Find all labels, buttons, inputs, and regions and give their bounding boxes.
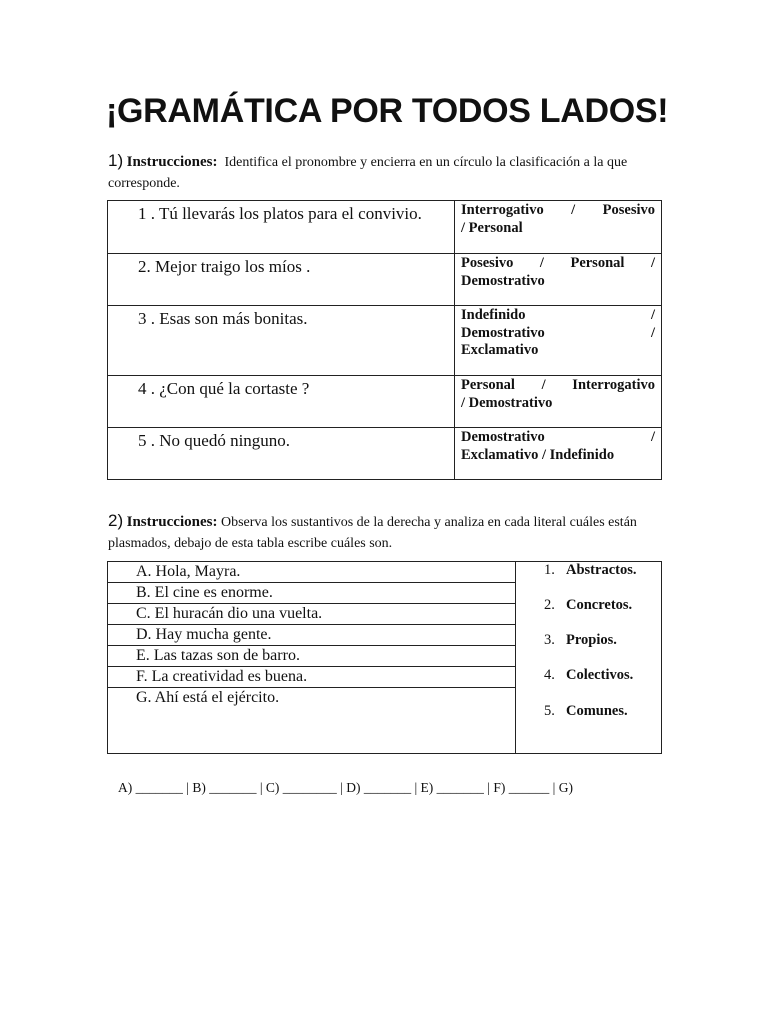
- instructions-label: Instrucciones: [126, 514, 213, 530]
- table-row: [108, 201, 662, 254]
- category-number: 1.: [544, 562, 555, 578]
- category-item: [544, 562, 636, 579]
- options-cell[interactable]: [455, 376, 662, 428]
- table-row: [108, 376, 662, 428]
- section-number: 1): [108, 151, 124, 170]
- option-line: Demostrativo: [461, 272, 545, 289]
- table-row: [108, 428, 662, 480]
- options-cell[interactable]: [455, 254, 662, 306]
- instructions-1: [108, 150, 664, 194]
- category-label: Concretos.: [566, 597, 633, 613]
- sentence-row: F. La creatividad es buena.: [108, 667, 515, 688]
- options-cell[interactable]: [455, 201, 662, 254]
- option-line: / Demostrativo: [461, 394, 553, 411]
- instructions-label: Instrucciones: [126, 154, 213, 170]
- option-line: Demostrativo /: [461, 429, 655, 445]
- table-row: [108, 306, 662, 376]
- option-line: Personal / Interrogativo: [461, 377, 655, 393]
- option-line: Exclamativo: [461, 342, 539, 358]
- option-line: Exclamativo / Indefinido: [461, 446, 615, 463]
- page-title: ¡GRAMÁTICA POR TODOS LADOS!: [106, 92, 669, 130]
- category-label: Abstractos.: [566, 562, 637, 578]
- sentence-cell: 4 . ¿Con qué la cortaste ?: [108, 376, 455, 428]
- category-number: 5.: [544, 703, 555, 719]
- category-label: Colectivos.: [566, 667, 634, 683]
- instructions-colon: :: [212, 154, 218, 170]
- options-cell[interactable]: [455, 428, 662, 480]
- category-item: [544, 632, 617, 649]
- category-number: 2.: [544, 597, 555, 613]
- sentences-column: [108, 562, 516, 753]
- instructions-text: Observa los sustantivos de la derecha y analiza en cada literal cuáles están plasmados, debajo de esta tabla escribe cuáles son.: [108, 515, 637, 551]
- option-line: Demostrativo /: [461, 324, 655, 341]
- category-label: Propios.: [566, 632, 617, 648]
- sentence-row: E. Las tazas son de barro.: [108, 646, 515, 667]
- categories-column: [516, 562, 661, 753]
- sentence-cell: 1 . Tú llevarás los platos para el convivio.: [108, 201, 455, 254]
- sentence-row: B. El cine es enorme.: [108, 583, 515, 604]
- section-number: 2): [108, 511, 124, 530]
- sentence-row: G. Ahí está el ejército.: [136, 689, 280, 706]
- sentence-cell: 3 . Esas son más bonitas.: [108, 306, 455, 376]
- instructions-colon: :: [212, 514, 218, 530]
- category-number: 4.: [544, 667, 555, 683]
- category-number: 3.: [544, 632, 555, 648]
- table-row: [108, 254, 662, 306]
- pronoun-table: [107, 200, 662, 480]
- answer-line[interactable]: A) _______ | B) _______ | C) ________ | D) _______ | E) _______ | F) ______ | G): [118, 780, 573, 795]
- category-label: Comunes.: [566, 703, 628, 719]
- sentence-cell: 2. Mejor traigo los míos .: [108, 254, 455, 306]
- category-item: [544, 597, 632, 614]
- sentence-row: A. Hola, Mayra.: [108, 562, 515, 583]
- category-item: [544, 667, 633, 684]
- category-item: [544, 703, 628, 720]
- option-line: Interrogativo / Posesivo: [461, 202, 655, 218]
- option-line: Posesivo / Personal /: [461, 255, 655, 271]
- instructions-2: [108, 510, 664, 554]
- option-line: Indefinido /: [461, 307, 655, 323]
- nouns-table: [107, 561, 662, 754]
- option-line: / Personal: [461, 219, 523, 236]
- sentence-cell: 5 . No quedó ninguno.: [108, 428, 455, 480]
- options-cell[interactable]: [455, 306, 662, 376]
- instructions-text: Identifica el pronombre y encierra en un círculo la clasificación a la que corresponde.: [108, 155, 628, 191]
- sentence-row: C. El huracán dio una vuelta.: [108, 604, 515, 625]
- sentence-row: D. Hay mucha gente.: [108, 625, 515, 646]
